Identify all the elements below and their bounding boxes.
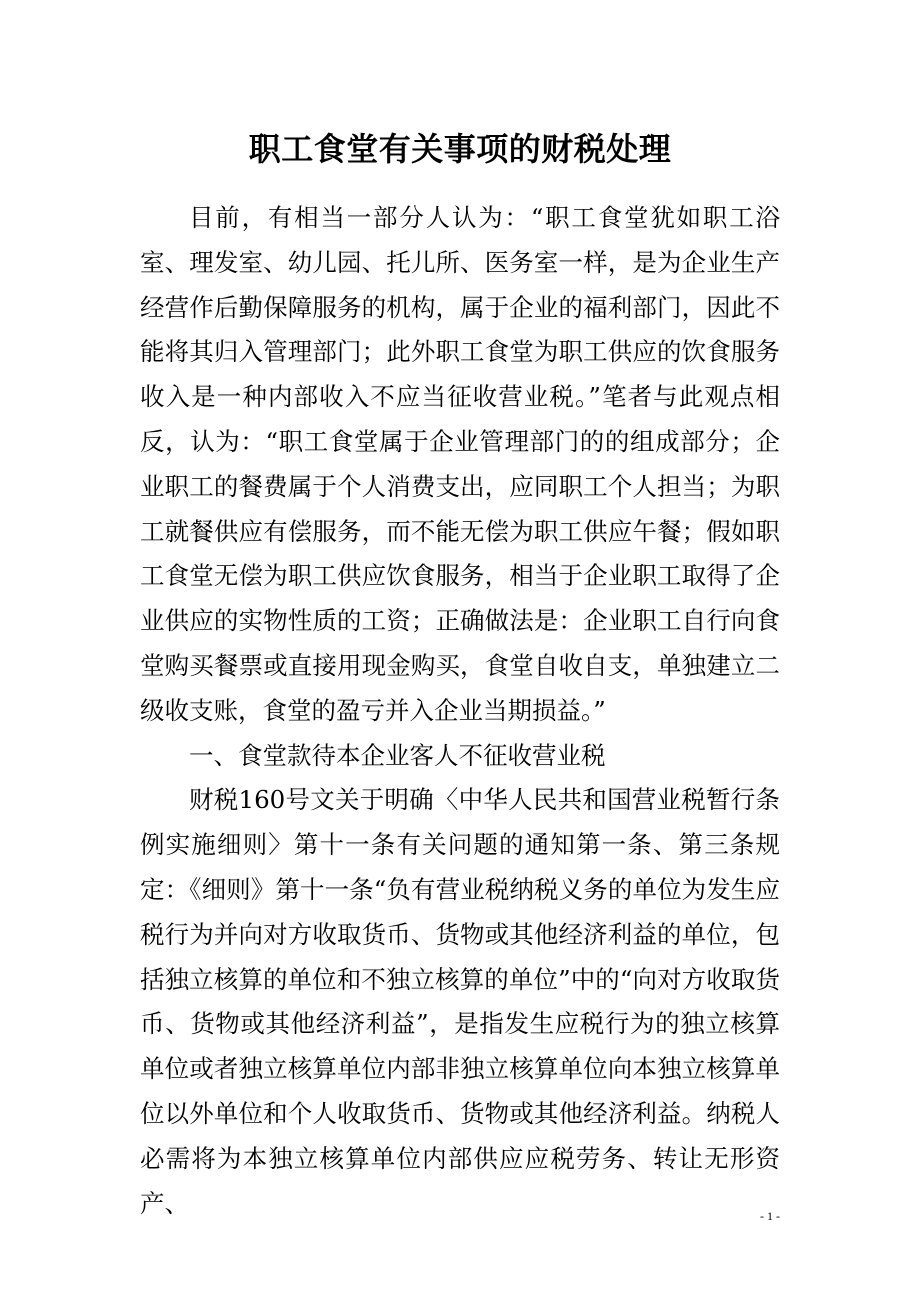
document-body [140, 196, 780, 1226]
document-title: 职工食堂有关事项的财税处理 [248, 130, 672, 168]
paragraph-intro: 目前，有相当一部分人认为：“职工食堂犹如职工浴室、理发室、幼儿园、托儿所、医务室一样，是为企业生产经营作后勤保障服务的机构，属于企业的福利部门，因此不能将其归入管理部门；此外职工食堂为职工供应的饮食服务收入是一种内部收入不应当征收营业税。”笔者与此观点相反，认为：“职工食堂属于企业管理部门的的组成部分；企业职工的餐费属于个人消费支出，应同职工个人担当；为职工就餐供应有偿服务，而不能无偿为职工供应午餐；假如职工食堂无偿为职工供应饮食服务，相当于企业职工取得了企业供应的实物性质的工资；正确做法是：企业职工自行向食堂购买餐票或直接用现金购买，食堂自收自支，单独建立二级收支账，食堂的盈亏并入企业当期损益。” [140, 203, 780, 725]
section-heading: 一、食堂款待本企业客人不征收营业税 [189, 740, 606, 770]
page-number: - 1 - [760, 1209, 780, 1223]
paragraph-regulation: 财税160号文关于明确〈中华人民共和国营业税暂行条例实施细则〉第十一条有关问题的通知第一条、第三条规定：《细则》第十一条“负有营业税纳税义务的单位为发生应税行为并向对方收取货币、货物或其他经济利益的单位，包括独立核算的单位和不独立核算的单位”中的“向对方收取货币、货物或其他经济利益”，是指发生应税行为的独立核算单位或者独立核算单位内部非独立核算单位向本独立核算单位以外单位和个人收取货币、货物或其他经济利益。纳税人必需将为本独立核算单位内部供应应税劳务、转让无形资产、 [140, 785, 780, 1218]
